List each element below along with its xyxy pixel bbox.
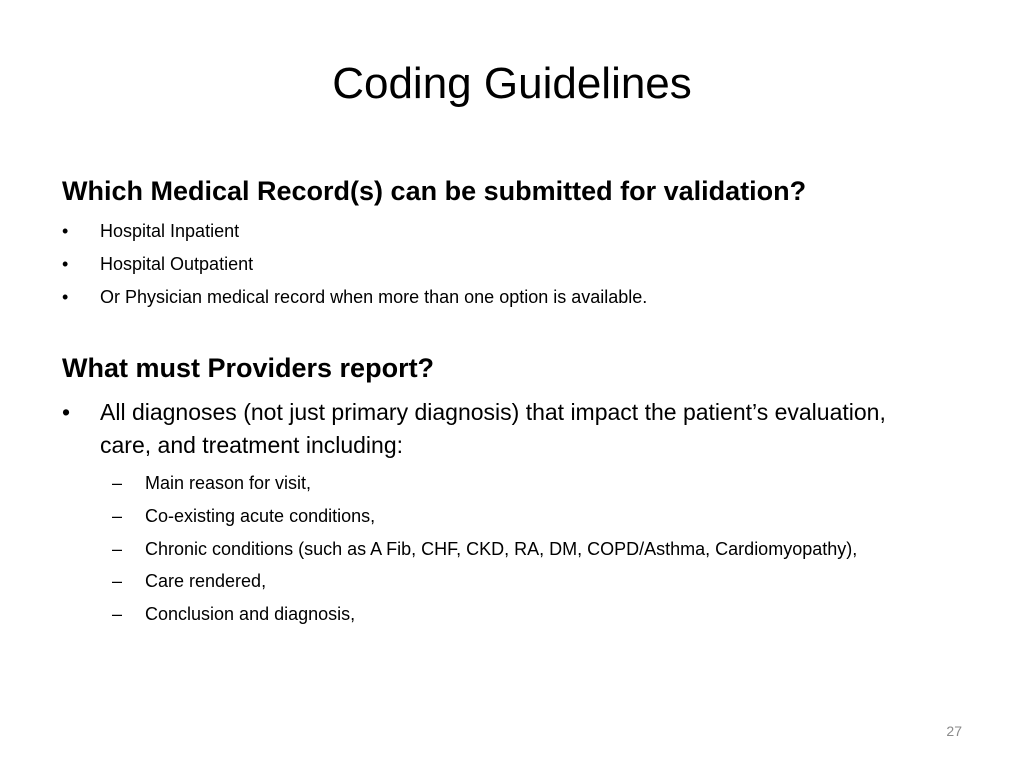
list-item-text: Or Physician medical record when more than one option is available. (100, 287, 648, 307)
list-item-text: Hospital Outpatient (100, 254, 254, 274)
sub-list-item-text: Co-existing acute conditions, (145, 506, 376, 526)
list-item-text: All diagnoses (not just primary diagnosis) that impact the patient’s evaluation, care, and treatment including: (100, 399, 886, 458)
bullet-icon: • (62, 399, 71, 425)
dash-icon: – (112, 506, 123, 526)
bullet-icon: • (62, 221, 69, 241)
list-item-text: Hospital Inpatient (100, 221, 240, 241)
sub-list-item-text: Main reason for visit, (145, 473, 312, 493)
slide-title: Coding Guidelines (332, 59, 692, 108)
sub-list-item-text: Care rendered, (145, 571, 267, 591)
dash-icon: – (112, 539, 123, 559)
section-heading-providers-report: What must Providers report? (62, 353, 435, 383)
bullet-icon: • (62, 254, 69, 274)
sub-list-item-text: Chronic conditions (such as A Fib, CHF, CKD, RA, DM, COPD/Asthma, Cardiomyopathy), (145, 539, 858, 559)
dash-icon: – (112, 604, 123, 624)
bullet-icon: • (62, 287, 69, 307)
section-heading-medical-records: Which Medical Record(s) can be submitted for validation? (62, 176, 807, 206)
dash-icon: – (112, 571, 123, 591)
sub-list-item-text: Conclusion and diagnosis, (145, 604, 356, 624)
page-number: 27 (946, 723, 962, 739)
dash-icon: – (112, 473, 123, 493)
